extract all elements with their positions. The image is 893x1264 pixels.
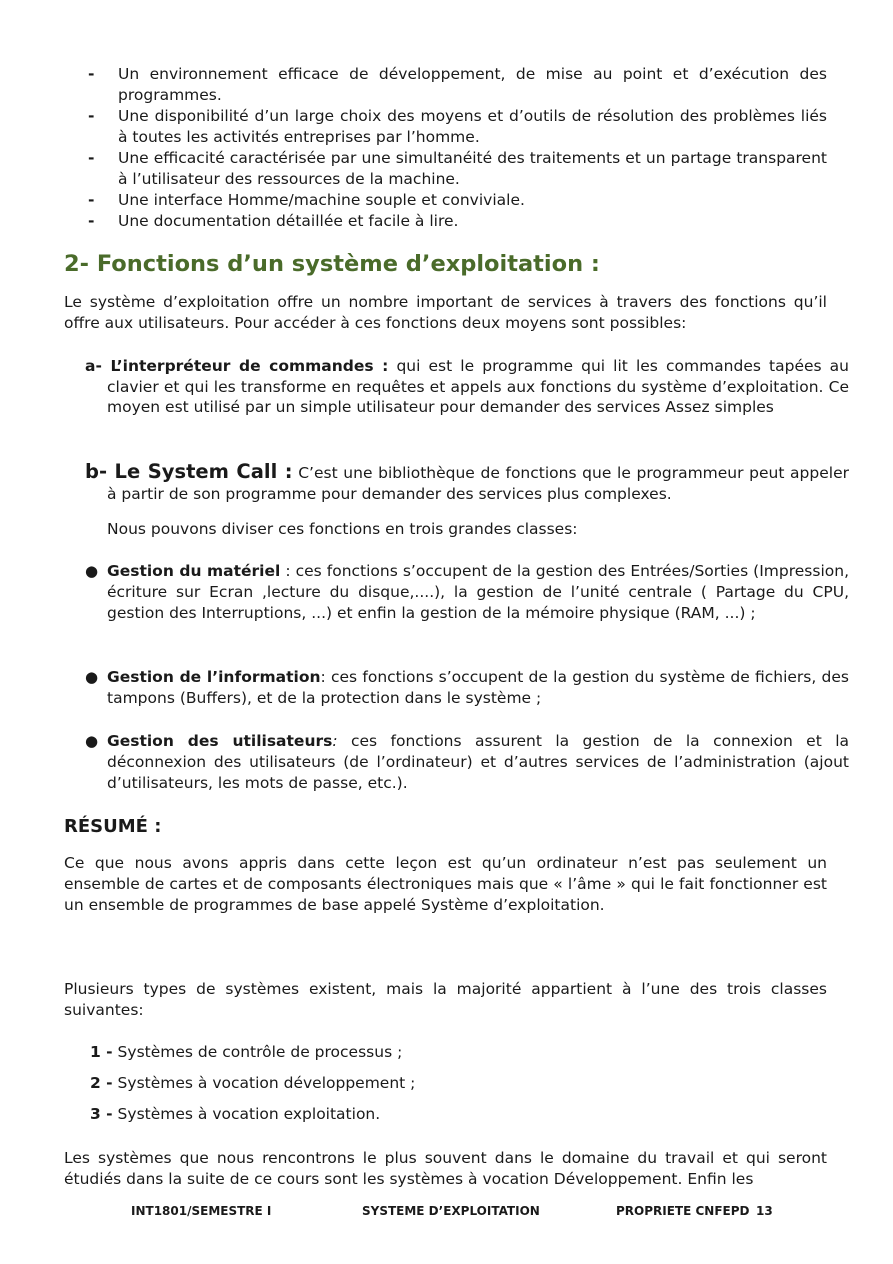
bullet-dot-icon: ● (85, 562, 99, 580)
dash-marker: - (88, 149, 95, 167)
resume-paragraph: Ce que nous avons appris dans cette leçon est qu’un ordinateur n’est pas seulement un ensemble de cartes et de composants électroniques mais que « l’âme » qui le fait fonctionner est un ensemble de programmes de base appelé Système d’exploitation. (64, 854, 827, 914)
list-item: - Un environnement efficace de développement, de mise au point et d’exécution des programmes. (88, 65, 827, 104)
dash-marker: - (88, 65, 95, 83)
section-intro: Le système d’exploitation offre un nombre important de services à travers des fonctions qu’il offre aux utilisateurs. Pour accéder à ces fonctions deux moyens sont possibles: (64, 293, 827, 332)
subsection-a-label: a- L’interpréteur de commandes : (85, 357, 389, 375)
dash-marker: - (88, 212, 95, 230)
list-item: - Une interface Homme/machine souple et conviviale. (88, 191, 525, 209)
bullet-dot-icon: ● (85, 668, 99, 686)
resume-paragraph: Plusieurs types de systèmes existent, mais la majorité appartient à l’une des trois classes suivantes: (64, 980, 827, 1019)
footer-owner: PROPRIETE CNFEPD (616, 1204, 750, 1218)
subsection-b-label: b- Le System Call : (85, 460, 293, 483)
resume-paragraph: Les systèmes que nous rencontrons le plus souvent dans le domaine du travail et qui seront étudiés dans la suite de ce cours sont les systèmes à vocation Développement. Enfin les (64, 1149, 827, 1188)
bullet-dot-icon: ● (85, 732, 99, 750)
classes-intro: Nous pouvons diviser ces fonctions en trois grandes classes: (107, 520, 578, 538)
list-item: - Une efficacité caractérisée par une simultanéité des traitements et un partage transparent à l’utilisateur des ressources de la machine. (88, 149, 827, 188)
list-item: - Une documentation détaillée et facile à lire. (88, 212, 459, 230)
footer-course: INT1801/SEMESTRE I (131, 1204, 272, 1218)
numbered-item: 1 - Systèmes de contrôle de processus ; (90, 1043, 403, 1061)
resume-heading: RÉSUMÉ : (64, 816, 162, 837)
subsection-b: b- Le System Call : C’est une bibliothèque de fonctions que le programmeur peut appeler à partir de son programme pour demander des services plus complexes. (85, 460, 849, 503)
page-number: 13 (756, 1204, 773, 1218)
section-heading: 2- Fonctions d’un système d’exploitation : (64, 251, 600, 277)
numbered-item: 2 - Systèmes à vocation développement ; (90, 1074, 416, 1092)
footer-subject: SYSTEME D’EXPLOITATION (362, 1204, 540, 1218)
bullet-item: ● Gestion de l’information: ces fonctions s’occupent de la gestion du système de fichiers, des tampons (Buffers), et de la protection dans le système ; (85, 668, 850, 707)
feature-list (88, 64, 827, 232)
dash-marker: - (88, 107, 95, 125)
numbered-item: 3 - Systèmes à vocation exploitation. (90, 1105, 381, 1123)
bullet-item: ● Gestion des utilisateurs: ces fonctions assurent la gestion de la connexion et la déconnexion des utilisateurs (de l’ordinateur) et d’autres services de l’administration (ajout d’utilisateurs, les mots de passe, etc.). (85, 732, 850, 792)
subsection-a: a- L’interpréteur de commandes : qui est le programme qui lit les commandes tapées au clavier et qui les transforme en requêtes et appels aux fonctions du système d’exploitation. Ce moyen est utilisé par un simple utilisateur pour demander des services Assez simples (85, 357, 849, 416)
list-item: - Une disponibilité d’un large choix des moyens et d’outils de résolution des problèmes liés à toutes les activités entreprises par l’homme. (88, 107, 827, 146)
dash-marker: - (88, 191, 95, 209)
bullet-item: ● Gestion du matériel : ces fonctions s’occupent de la gestion des Entrées/Sorties (Impression, écriture sur Ecran ,lecture du disque,....), la gestion de l’unité centrale ( Partage du CPU, gestion des Interruptions, ...) et enfin la gestion de la mémoire physique (RAM, ...) ; (85, 562, 849, 622)
